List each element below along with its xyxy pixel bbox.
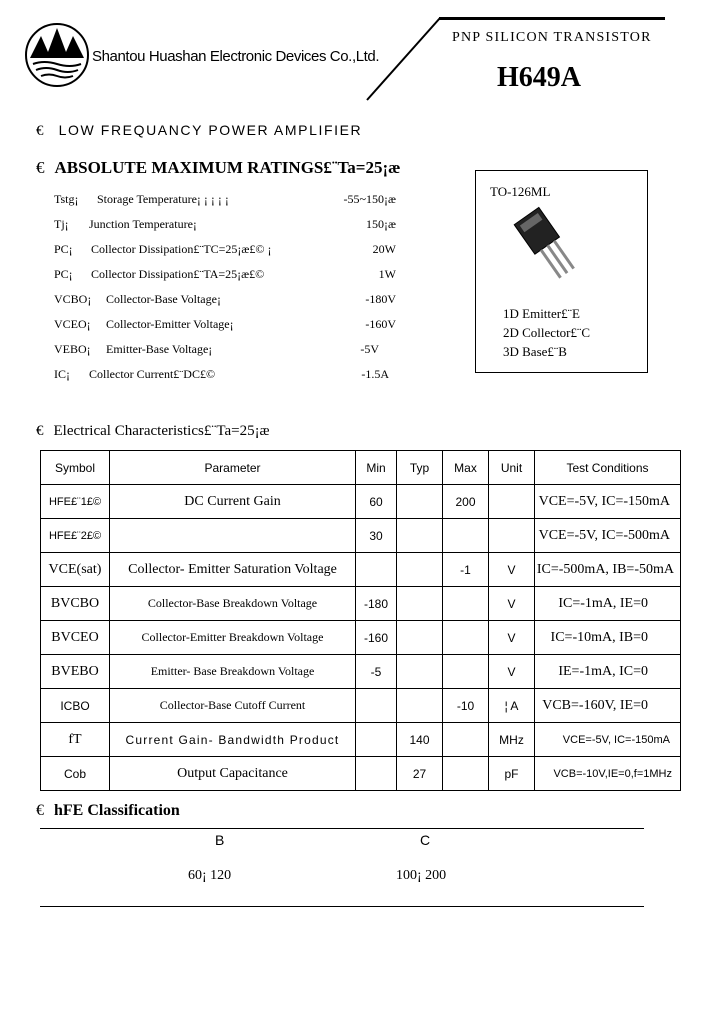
table-row [41,621,681,655]
cell-typ: 140 [397,723,443,757]
cell-min: -160 [356,621,397,655]
cell-parameter [110,519,356,553]
bullet: € [36,802,44,819]
rating-description: Collector Dissipation£¨TA=25¡æ£© [91,267,265,281]
cell-unit [489,519,535,553]
rating-value: -55~150¡æ [343,192,396,206]
electrical-table [40,450,681,791]
table-row [41,723,681,757]
hfe-class-range: 100¡ 200 [396,868,447,883]
cell-symbol: BVCBO [41,587,110,621]
cell-unit [489,485,535,519]
cell-unit: V [489,655,535,689]
header-diagonal [362,10,462,105]
cell-typ: 27 [397,757,443,791]
col-max: Max [443,451,489,485]
rating-description: Collector Current£¨DC£© [89,367,216,381]
col-unit: Unit [489,451,535,485]
cell-symbol: Cob [41,757,110,791]
package-title: TO-126ML [490,184,551,199]
rating-value: 1W [378,267,396,281]
device-type: PNP SILICON TRANSISTOR [452,30,652,45]
electrical-title: Electrical Characteristics£¨Ta=25¡æ [53,423,270,439]
transistor-package-icon [508,205,588,285]
bullet: € [36,423,44,439]
rating-symbol: PC¡ [54,267,73,281]
cell-max [443,519,489,553]
cell-min: 60 [356,485,397,519]
cell-min [356,689,397,723]
ratings-heading [36,158,400,178]
cell-max: -10 [443,689,489,723]
rating-value: -1.5A [361,367,389,381]
rating-symbol: Tstg¡ [54,192,79,206]
cell-conditions: VCE=-5V, IC=-150mA [535,485,681,519]
hfe-class-name: B [215,832,225,848]
cell-min [356,553,397,587]
cell-min [356,757,397,791]
cell-symbol: HFE£¨2£© [41,519,110,553]
cell-unit: ¦ A [489,689,535,723]
cell-symbol: ICBO [41,689,110,723]
col-parameter: Parameter [110,451,356,485]
cell-max [443,587,489,621]
cell-symbol: BVCEO [41,621,110,655]
col-min: Min [356,451,397,485]
rating-description: Collector-Base Voltage¡ [106,292,221,306]
cell-parameter: Current Gain- Bandwidth Product [110,723,356,757]
feature-text: LOW FREQUANCY POWER AMPLIFIER [58,122,363,138]
table-row [41,689,681,723]
col-test-conditions: Test Conditions [535,451,681,485]
cell-max: -1 [443,553,489,587]
bullet: € [36,158,45,177]
cell-conditions: IE=-1mA, IC=0 [535,655,681,689]
cell-max [443,723,489,757]
cell-unit: V [489,621,535,655]
cell-typ [397,689,443,723]
pin-label: 3D Base£¨B [503,344,567,359]
cell-typ [397,553,443,587]
cell-parameter: Collector-Emitter Breakdown Voltage [110,621,356,655]
cell-max [443,757,489,791]
cell-unit: V [489,587,535,621]
hfe-top-rule [40,828,644,829]
cell-unit: V [489,553,535,587]
rating-description: Emitter-Base Voltage¡ [106,342,213,356]
rating-symbol: VCBO¡ [54,292,92,306]
table-row [41,485,681,519]
cell-parameter: Collector-Base Cutoff Current [110,689,356,723]
cell-unit: pF [489,757,535,791]
header-rule [439,17,665,20]
cell-typ [397,621,443,655]
part-number: H649A [497,62,581,93]
hfe-class-name: C [420,832,431,848]
rating-value: 20W [372,242,396,256]
cell-max [443,655,489,689]
cell-parameter: Output Capacitance [110,757,356,791]
table-row [41,553,681,587]
table-row [41,587,681,621]
cell-conditions: VCB=-10V,IE=0,f=1MHz [535,757,681,791]
rating-value: 150¡æ [366,217,396,231]
cell-min [356,723,397,757]
cell-typ [397,519,443,553]
cell-conditions: VCB=-160V, IE=0 [535,689,681,723]
cell-parameter: Collector-Base Breakdown Voltage [110,587,356,621]
rating-description: Collector Dissipation£¨TC=25¡æ£© ¡ [91,242,272,256]
rating-value: -5V [360,342,379,356]
cell-conditions: IC=-500mA, IB=-50mA [535,553,681,587]
hfe-class-range: 60¡ 120 [188,868,232,883]
pin-label: 1D Emitter£¨E [503,306,580,321]
electrical-heading [36,423,270,440]
table-header-row [41,451,681,485]
cell-unit: MHz [489,723,535,757]
rating-symbol: IC¡ [54,367,70,381]
cell-typ [397,485,443,519]
hfe-title: hFE Classification [54,802,180,819]
col-typ: Typ [397,451,443,485]
cell-typ [397,587,443,621]
cell-max [443,621,489,655]
rating-value: -160V [365,317,396,331]
table-row [41,757,681,791]
rating-symbol: VCEO¡ [54,317,91,331]
hfe-bottom-rule [40,906,644,907]
rating-symbol: VEBO¡ [54,342,91,356]
ratings-title: ABSOLUTE MAXIMUM RATINGS£¨Ta=25¡æ [54,158,401,177]
cell-conditions: VCE=-5V, IC=-500mA [535,519,681,553]
cell-min: -180 [356,587,397,621]
cell-min: -5 [356,655,397,689]
rating-description: Junction Temperature¡ [89,217,197,231]
cell-conditions: VCE=-5V, IC=-150mA [535,723,681,757]
rating-symbol: PC¡ [54,242,73,256]
cell-symbol: fT [41,723,110,757]
rating-description: Storage Temperature¡ ¡ ¡ ¡ ¡ [97,192,229,206]
pin-label: 2D Collector£¨C [503,325,591,340]
cell-conditions: IC=-10mA, IB=0 [535,621,681,655]
table-row [41,519,681,553]
cell-typ [397,655,443,689]
cell-parameter: Emitter- Base Breakdown Voltage [110,655,356,689]
cell-conditions: IC=-1mA, IE=0 [535,587,681,621]
col-symbol: Symbol [41,451,110,485]
cell-parameter: DC Current Gain [110,485,356,519]
table-row [41,655,681,689]
cell-symbol: BVEBO [41,655,110,689]
company-logo [24,22,90,88]
cell-max: 200 [443,485,489,519]
cell-symbol: VCE(sat) [41,553,110,587]
rating-symbol: Tj¡ [54,217,69,231]
cell-symbol: HFE£¨1£© [41,485,110,519]
feature-line [36,122,362,140]
bullet: € [36,123,46,139]
cell-min: 30 [356,519,397,553]
company-name: Shantou Huashan Electronic Devices Co.,Ltd. [92,48,380,65]
rating-description: Collector-Emitter Voltage¡ [106,317,234,331]
rating-value: -180V [365,292,396,306]
hfe-heading [36,802,180,820]
cell-parameter: Collector- Emitter Saturation Voltage [110,553,356,587]
